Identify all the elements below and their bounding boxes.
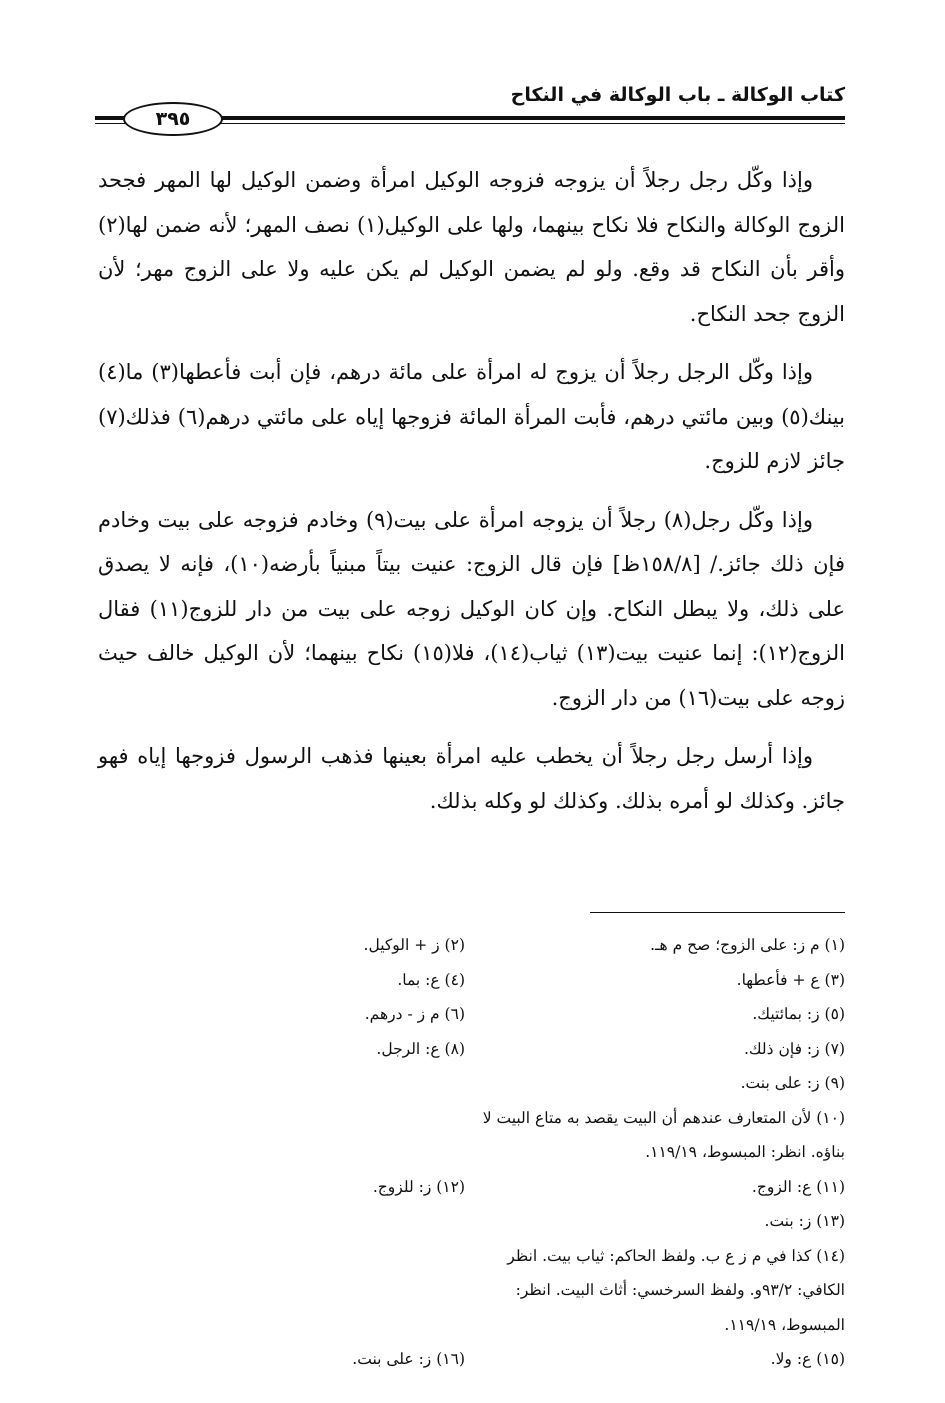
footnote-row <box>98 1101 845 1170</box>
footnote: (١٣) ز: بنت. <box>764 1212 845 1230</box>
footnote: (١٤) كذا في م ز ع ب. ولفظ الحاكم: ثياب بيت. انظر الكافي: ٩٣/٢و. ولفظ السرخسي: أثاث البيت. انظر: المبسوط، ١١٩/١٩. <box>507 1246 845 1334</box>
footnote-row <box>98 1239 845 1343</box>
footnote: (٧) ز: فإن ذلك. <box>743 1039 845 1058</box>
page-number: ٣٩٥ <box>123 102 223 136</box>
paragraph: وإذا وكّل الرجل رجلاً أن يزوج له امرأة على مائة درهم، فإن أبت فأعطها(٣) ما(٤) بينك(٥) وبين مائتي درهم، فأبت المرأة المائة فزوجها إياه على مائتي درهم(٦) فذلك(٧) جائز لازم للزوج. <box>98 360 845 473</box>
footnote-row <box>98 928 845 963</box>
footnote: (١١) ع: الزوج. <box>751 1177 845 1196</box>
paragraph: وإذا أرسل رجل رجلاً أن يخطب عليه امرأة بعينها فذهب الرسول فزوجها إياه فهو جائز. وكذلك لو أمره بذلك. وكذلك لو وكله بذلك. <box>98 744 845 813</box>
footnote: (٢) ز + الوكيل. <box>363 936 465 954</box>
footnote-row <box>98 1204 845 1239</box>
main-text <box>98 158 845 823</box>
paragraph: وإذا وكّل رجل(٨) رجلاً أن يزوجه امرأة على بيت(٩) وخادم فزوجه على بيت وخادم فإن ذلك جائز./ [١٥٨/٨ظ] فإن قال الزوج: عنيت بيتاً مبنياً بأرضه(١٠)، فإنه لا يصدق على ذلك، ولا يبطل النكاح. وإن كان الوكيل زوجه على بيت من دار للزوج(١١) فقال الزوج(١٢): إنما عنيت بيت(١٣) ثياب(١٤)، فلا(١٥) نكاح بينهما؛ لأن الوكيل خالف حيث زوجه على بيت(١٦) من دار الزوج. <box>98 507 846 710</box>
running-title: كتاب الوكالة ـ باب الوكالة في النكاح <box>510 84 845 106</box>
footnote: (١٥) ع: ولا. <box>770 1350 845 1368</box>
footnote-row <box>98 1032 845 1067</box>
paragraph: وإذا وكّل رجل رجلاً أن يزوجه فزوجه الوكيل امرأة وضمن الوكيل لها المهر فجحد الزوج الوكالة والنكاح فلا نكاح بينهما، ولها على الوكيل(١) نصف المهر؛ لأنه ضمن لها(٢) وأقر بأن النكاح قد وقع. ولو لم يضمن الوكيل لم يكن عليه ولا على الزوج مهر؛ لأن الزوج جحد النكاح. <box>98 168 845 326</box>
footnote: (٨) ع: الرجل. <box>376 1039 465 1058</box>
footnotes <box>98 928 845 1377</box>
footnote: (٤) ع: بما. <box>397 970 465 989</box>
footnote-row <box>98 997 845 1032</box>
footnote: (٣) ع + فأعطها. <box>736 970 845 989</box>
footnote: (١٦) ز: على بنت. <box>352 1350 465 1368</box>
footnote: (٥) ز: بمائتيك. <box>752 1005 845 1023</box>
footnote: (١) م ز: على الزوج؛ صح م هـ. <box>650 936 845 954</box>
footnote-row <box>98 1066 845 1101</box>
footnote: (٦) م ز - درهم. <box>364 1005 465 1023</box>
footnote-separator <box>590 912 845 913</box>
footnote: (١٠) لأن المتعارف عندهم أن البيت يقصد به متاع البيت لا بناؤه. انظر: المبسوط، ١١٩/١٩. <box>482 1108 845 1161</box>
footnote: (١٢) ز: للزوج. <box>372 1177 465 1196</box>
footnote: (٩) ز: على بنت. <box>740 1074 845 1092</box>
footnote-row <box>98 1342 845 1377</box>
page-header <box>95 78 845 138</box>
footnote-row <box>98 963 845 998</box>
footnote-row <box>98 1170 845 1205</box>
